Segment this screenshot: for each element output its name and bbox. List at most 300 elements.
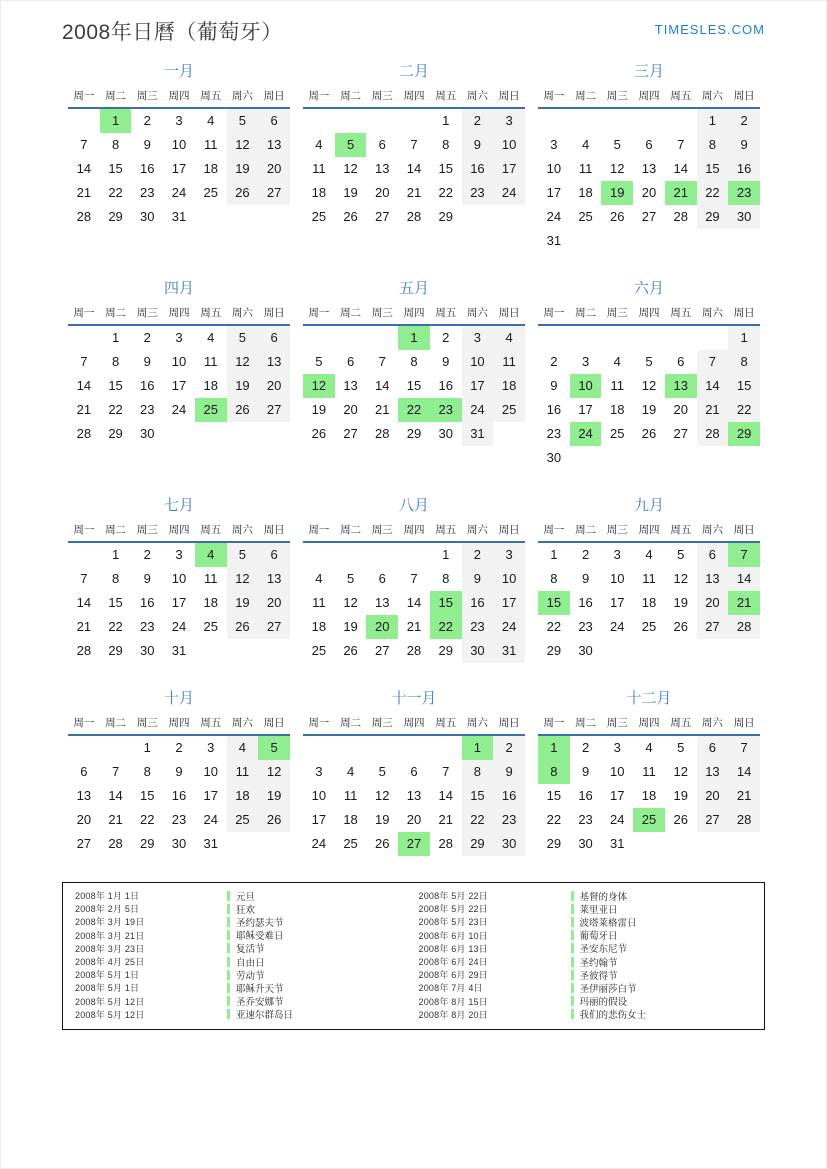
days-grid xyxy=(303,109,525,229)
day-cell: 4 xyxy=(493,326,525,350)
day-cell: 30 xyxy=(438,426,453,441)
day-cell: 9 xyxy=(462,133,494,157)
day-cell: 15 xyxy=(406,378,422,393)
weekday-header-row xyxy=(303,88,525,109)
weekday-label: 周四 xyxy=(168,717,190,729)
empty-cell xyxy=(68,736,100,760)
day-cell: 6 xyxy=(378,137,386,152)
day-cell: 8 xyxy=(442,137,450,152)
holiday-marker-bar xyxy=(571,891,574,901)
holiday-day-cell: 5 xyxy=(335,133,367,157)
legend-entry xyxy=(419,889,753,902)
day-cell: 20 xyxy=(641,185,657,200)
day-cell: 21 xyxy=(76,402,92,417)
holiday-day-cell: 23 xyxy=(430,398,462,422)
day-cell: 12 xyxy=(227,567,259,591)
day-cell: 30 xyxy=(578,836,593,851)
day-cell: 26 xyxy=(375,836,390,851)
day-cell: 29 xyxy=(406,426,422,441)
legend-entry xyxy=(75,955,409,968)
day-cell: 15 xyxy=(140,788,155,803)
empty-cell xyxy=(100,736,132,760)
day-cell: 16 xyxy=(493,784,525,808)
day-cell: 8 xyxy=(111,137,120,152)
weekday-label: 周一 xyxy=(308,524,330,536)
weekday-label: 周日 xyxy=(733,307,755,319)
day-cell: 27 xyxy=(343,426,358,441)
holiday-day-cell: 25 xyxy=(195,398,227,422)
day-cell: 5 xyxy=(613,137,621,152)
empty-cell xyxy=(366,543,398,567)
day-cell: 11 xyxy=(343,788,358,803)
holiday-marker-bar xyxy=(571,943,574,953)
day-cell: 6 xyxy=(677,354,685,369)
day-cell: 22 xyxy=(728,398,760,422)
day-cell: 17 xyxy=(171,595,187,610)
day-cell: 27 xyxy=(258,398,290,422)
empty-cell xyxy=(665,109,697,133)
day-cell: 2 xyxy=(442,330,450,345)
empty-cell xyxy=(335,736,367,760)
day-cell: 13 xyxy=(258,567,290,591)
empty-cell xyxy=(633,109,665,133)
day-cell: 14 xyxy=(438,788,453,803)
weekday-label: 周四 xyxy=(168,90,190,102)
holiday-day-cell: 12 xyxy=(303,374,335,398)
day-cell: 13 xyxy=(697,760,729,784)
day-cell: 7 xyxy=(677,137,685,152)
day-cell: 14 xyxy=(728,567,760,591)
day-cell: 7 xyxy=(728,736,760,760)
page-title: 2008年日曆（葡萄牙） xyxy=(62,21,283,44)
legend-entry-date: 2008年 2月 5日 xyxy=(75,904,140,915)
weekday-header-row xyxy=(538,522,760,543)
day-cell: 10 xyxy=(462,350,494,374)
weekday-label: 周一 xyxy=(308,717,330,729)
month-title: 五月 xyxy=(398,280,429,297)
day-cell: 1 xyxy=(697,109,729,133)
day-cell: 13 xyxy=(258,350,290,374)
day-cell: 15 xyxy=(697,157,729,181)
day-cell: 26 xyxy=(641,426,657,441)
holiday-day-cell: 25 xyxy=(633,808,665,832)
day-cell: 20 xyxy=(76,812,92,827)
day-cell: 20 xyxy=(697,591,729,615)
legend-entry-date: 2008年 6月 13日 xyxy=(418,943,488,954)
legend-entry-name: 波塔莱格雷日 xyxy=(579,917,637,929)
day-cell: 4 xyxy=(227,736,259,760)
holiday-day-cell: 1 xyxy=(100,109,132,133)
day-cell: 21 xyxy=(728,784,760,808)
day-cell: 28 xyxy=(728,808,760,832)
holiday-day-cell: 24 xyxy=(570,422,602,446)
holiday-marker-bar xyxy=(227,1009,230,1019)
day-cell: 6 xyxy=(258,326,290,350)
empty-cell xyxy=(303,109,335,133)
day-cell: 4 xyxy=(645,740,653,755)
day-cell: 10 xyxy=(311,788,327,803)
holiday-day-cell: 23 xyxy=(728,181,760,205)
month-2 xyxy=(303,60,525,253)
weekday-label: 周四 xyxy=(403,90,425,102)
days-grid xyxy=(303,543,525,663)
day-cell: 19 xyxy=(673,595,688,610)
day-cell: 27 xyxy=(673,426,688,441)
day-cell: 8 xyxy=(550,571,558,586)
day-cell: 17 xyxy=(546,185,562,200)
day-cell: 12 xyxy=(227,133,259,157)
weekday-label: 周一 xyxy=(308,90,330,102)
legend-entry-name: 圣彼得节 xyxy=(579,970,618,982)
legend-entry xyxy=(419,929,753,942)
weekday-label: 周日 xyxy=(498,717,520,729)
day-cell: 21 xyxy=(697,398,729,422)
day-cell: 19 xyxy=(343,619,358,634)
weekday-label: 周日 xyxy=(263,717,285,729)
days-grid xyxy=(538,109,760,253)
day-cell: 15 xyxy=(728,374,760,398)
day-cell: 23 xyxy=(171,812,187,827)
empty-cell xyxy=(538,109,570,133)
day-cell: 24 xyxy=(493,615,525,639)
day-cell: 17 xyxy=(462,374,494,398)
weekday-label: 周五 xyxy=(435,524,457,536)
day-cell: 22 xyxy=(108,402,123,417)
weekday-label: 周六 xyxy=(231,524,253,536)
day-cell: 2 xyxy=(143,113,151,128)
day-cell: 14 xyxy=(406,161,422,176)
day-cell: 3 xyxy=(175,547,183,562)
day-cell: 15 xyxy=(462,784,494,808)
month-11 xyxy=(303,687,525,856)
day-cell: 27 xyxy=(697,808,729,832)
legend-entry-name: 我们的悲伤女士 xyxy=(579,1010,647,1022)
holiday-day-cell: 19 xyxy=(601,181,633,205)
weekday-label: 周二 xyxy=(575,717,597,729)
day-cell: 25 xyxy=(311,643,327,658)
day-cell: 23 xyxy=(140,619,155,634)
weekday-label: 周四 xyxy=(168,307,190,319)
day-cell: 17 xyxy=(171,161,187,176)
legend-entry xyxy=(75,942,409,955)
day-cell: 10 xyxy=(546,161,562,176)
day-cell: 16 xyxy=(728,157,760,181)
day-cell: 26 xyxy=(227,181,259,205)
legend-entry-date: 2008年 3月 21日 xyxy=(75,930,145,941)
weekday-label: 周三 xyxy=(136,524,158,536)
holiday-day-cell: 22 xyxy=(398,398,430,422)
month-10 xyxy=(68,687,290,856)
day-cell: 23 xyxy=(140,185,155,200)
day-cell: 5 xyxy=(227,543,259,567)
weekday-label: 周三 xyxy=(136,90,158,102)
legend-entry xyxy=(419,968,753,981)
legend-entry-name: 圣约瑟夫节 xyxy=(236,917,284,929)
day-cell: 27 xyxy=(76,836,92,851)
day-cell: 22 xyxy=(697,181,729,205)
days-grid xyxy=(68,736,290,856)
day-cell: 29 xyxy=(108,643,123,658)
day-cell: 27 xyxy=(641,209,657,224)
weekday-header-row xyxy=(303,522,525,543)
day-cell: 12 xyxy=(673,764,688,779)
day-cell: 13 xyxy=(375,161,390,176)
month-title: 四月 xyxy=(163,280,194,297)
days-grid xyxy=(303,326,525,446)
legend-entry-date: 2008年 5月 1日 xyxy=(75,970,140,981)
month-7 xyxy=(68,494,290,663)
day-cell: 11 xyxy=(312,595,326,610)
day-cell: 20 xyxy=(258,157,290,181)
day-cell: 5 xyxy=(677,740,685,755)
legend-entry-date: 2008年 6月 24日 xyxy=(418,957,488,968)
day-cell: 3 xyxy=(315,764,323,779)
day-cell: 29 xyxy=(140,836,155,851)
weekday-label: 周四 xyxy=(638,717,660,729)
day-cell: 29 xyxy=(462,832,494,856)
day-cell: 6 xyxy=(697,543,729,567)
day-cell: 3 xyxy=(493,543,525,567)
empty-cell xyxy=(68,543,100,567)
day-cell: 28 xyxy=(438,836,453,851)
weekday-label: 周一 xyxy=(543,717,565,729)
day-cell: 1 xyxy=(111,547,120,562)
day-cell: 2 xyxy=(581,547,590,562)
day-cell: 4 xyxy=(315,137,323,152)
legend-left-column xyxy=(75,889,409,1021)
day-cell: 2 xyxy=(493,736,525,760)
day-cell: 30 xyxy=(462,639,494,663)
day-cell: 3 xyxy=(462,326,494,350)
weekday-label: 周三 xyxy=(136,717,158,729)
holiday-marker-bar xyxy=(571,1009,574,1019)
day-cell: 30 xyxy=(171,836,187,851)
legend-entry-name: 葡萄牙日 xyxy=(579,931,618,943)
day-cell: 19 xyxy=(311,402,327,417)
weekday-label: 周三 xyxy=(606,717,628,729)
day-cell: 23 xyxy=(578,812,593,827)
legend-entry-date: 2008年 4月 25日 xyxy=(75,957,145,968)
day-cell: 3 xyxy=(207,740,215,755)
day-cell: 14 xyxy=(76,378,92,393)
day-cell: 1 xyxy=(442,113,450,128)
weekday-header-row xyxy=(538,88,760,109)
days-grid xyxy=(303,736,525,856)
legend-entry-date: 2008年 7月 4日 xyxy=(418,983,483,994)
day-cell: 7 xyxy=(442,764,450,779)
legend-entry-name: 狂欢 xyxy=(236,904,256,916)
month-title: 六月 xyxy=(633,280,664,297)
day-cell: 9 xyxy=(728,133,760,157)
day-cell: 13 xyxy=(76,788,92,803)
day-cell: 3 xyxy=(493,109,525,133)
days-grid xyxy=(538,543,760,663)
holiday-day-cell: 27 xyxy=(398,832,430,856)
day-cell: 21 xyxy=(406,185,422,200)
day-cell: 23 xyxy=(462,615,494,639)
month-6 xyxy=(538,277,760,470)
empty-cell xyxy=(366,736,398,760)
day-cell: 16 xyxy=(171,788,187,803)
holiday-day-cell: 22 xyxy=(430,615,462,639)
weekday-label: 周四 xyxy=(403,307,425,319)
holiday-marker-bar xyxy=(571,904,574,914)
month-1 xyxy=(68,60,290,253)
day-cell: 9 xyxy=(493,760,525,784)
legend-entry-date: 2008年 5月 23日 xyxy=(418,917,488,928)
day-cell: 18 xyxy=(203,161,218,176)
weekday-label: 周二 xyxy=(575,524,597,536)
month-9 xyxy=(538,494,760,663)
day-cell: 15 xyxy=(108,595,123,610)
day-cell: 2 xyxy=(143,330,151,345)
holiday-day-cell: 5 xyxy=(258,736,290,760)
empty-cell xyxy=(366,109,398,133)
day-cell: 26 xyxy=(258,808,290,832)
day-cell: 1 xyxy=(550,547,558,562)
weekday-label: 周三 xyxy=(136,307,158,319)
day-cell: 29 xyxy=(108,209,123,224)
day-cell: 22 xyxy=(108,185,123,200)
day-cell: 17 xyxy=(578,402,593,417)
empty-cell xyxy=(335,326,367,350)
day-cell: 19 xyxy=(343,185,358,200)
day-cell: 16 xyxy=(462,157,494,181)
day-cell: 23 xyxy=(462,181,494,205)
day-cell: 22 xyxy=(108,619,123,634)
empty-cell xyxy=(303,543,335,567)
weekday-label: 周日 xyxy=(733,90,755,102)
empty-cell xyxy=(430,736,462,760)
empty-cell xyxy=(665,326,697,350)
holiday-marker-bar xyxy=(227,983,230,993)
day-cell: 2 xyxy=(143,547,151,562)
day-cell: 28 xyxy=(673,209,688,224)
holiday-day-cell: 7 xyxy=(728,543,760,567)
day-cell: 26 xyxy=(673,619,688,634)
weekday-label: 周三 xyxy=(371,307,393,319)
day-cell: 29 xyxy=(108,426,123,441)
day-cell: 29 xyxy=(546,836,562,851)
holiday-day-cell: 21 xyxy=(665,181,697,205)
day-cell: 7 xyxy=(378,354,386,369)
day-cell: 16 xyxy=(578,595,593,610)
day-cell: 21 xyxy=(108,812,123,827)
weekday-label: 周五 xyxy=(435,307,457,319)
legend-entry-date: 2008年 5月 1日 xyxy=(75,983,140,994)
day-cell: 31 xyxy=(171,643,187,658)
legend-entry-date: 2008年 6月 10日 xyxy=(418,930,488,941)
day-cell: 25 xyxy=(578,209,593,224)
weekday-label: 周一 xyxy=(73,90,95,102)
weekday-label: 周二 xyxy=(575,307,597,319)
day-cell: 12 xyxy=(258,760,290,784)
day-cell: 20 xyxy=(343,402,358,417)
holiday-marker-bar xyxy=(571,996,574,1006)
empty-cell xyxy=(398,109,430,133)
legend-entry-date: 2008年 6月 29日 xyxy=(418,970,488,981)
weekday-header-row xyxy=(303,305,525,326)
day-cell: 7 xyxy=(410,571,418,586)
day-cell: 30 xyxy=(728,205,760,229)
day-cell: 1 xyxy=(728,326,760,350)
weekday-header-row xyxy=(538,305,760,326)
day-cell: 3 xyxy=(613,547,621,562)
month-5 xyxy=(303,277,525,470)
weekday-label: 周六 xyxy=(231,307,253,319)
legend-entry-date: 2008年 1月 1日 xyxy=(75,891,140,902)
day-cell: 11 xyxy=(642,764,656,779)
day-cell: 18 xyxy=(493,374,525,398)
day-cell: 10 xyxy=(610,764,625,779)
day-cell: 10 xyxy=(610,571,625,586)
legend-entry-name: 圣伊丽莎白节 xyxy=(579,983,637,995)
holiday-day-cell: 4 xyxy=(195,543,227,567)
day-cell: 8 xyxy=(442,571,450,586)
legend-entry-name: 元旦 xyxy=(236,891,256,903)
weekday-label: 周一 xyxy=(543,307,565,319)
legend-entry xyxy=(419,1008,753,1021)
day-cell: 9 xyxy=(143,354,151,369)
day-cell: 29 xyxy=(697,205,729,229)
day-cell: 17 xyxy=(203,788,218,803)
day-cell: 31 xyxy=(493,639,525,663)
day-cell: 4 xyxy=(315,571,323,586)
day-cell: 24 xyxy=(610,812,625,827)
day-cell: 27 xyxy=(375,643,390,658)
day-cell: 5 xyxy=(315,354,323,369)
empty-cell xyxy=(68,109,100,133)
day-cell: 2 xyxy=(550,354,558,369)
legend-entry-date: 2008年 5月 12日 xyxy=(75,996,145,1007)
day-cell: 17 xyxy=(610,788,625,803)
months-grid xyxy=(68,60,765,856)
day-cell: 18 xyxy=(641,595,657,610)
day-cell: 31 xyxy=(546,233,562,248)
day-cell: 20 xyxy=(375,185,390,200)
empty-cell xyxy=(601,326,633,350)
holiday-marker-bar xyxy=(227,904,230,914)
day-cell: 17 xyxy=(311,812,327,827)
day-cell: 18 xyxy=(641,788,657,803)
day-cell: 3 xyxy=(175,330,183,345)
month-title: 十月 xyxy=(163,690,194,707)
holiday-day-cell: 10 xyxy=(570,374,602,398)
day-cell: 25 xyxy=(227,808,259,832)
day-cell: 20 xyxy=(697,784,729,808)
weekday-label: 周二 xyxy=(340,717,362,729)
legend-entry xyxy=(75,995,409,1008)
day-cell: 3 xyxy=(613,740,621,755)
weekday-label: 周三 xyxy=(606,90,628,102)
days-grid xyxy=(68,326,290,446)
day-cell: 15 xyxy=(108,161,123,176)
month-title: 一月 xyxy=(163,63,194,80)
day-cell: 31 xyxy=(462,422,494,446)
day-cell: 16 xyxy=(462,591,494,615)
legend-entry-name: 劳动节 xyxy=(236,970,265,982)
holiday-day-cell: 21 xyxy=(728,591,760,615)
weekday-label: 周日 xyxy=(733,524,755,536)
day-cell: 6 xyxy=(80,764,88,779)
day-cell: 2 xyxy=(462,109,494,133)
site-link[interactable]: TIMESLES.COM xyxy=(654,22,765,37)
weekday-header-row xyxy=(68,305,290,326)
day-cell: 18 xyxy=(227,784,259,808)
day-cell: 14 xyxy=(697,374,729,398)
legend-entry xyxy=(75,889,409,902)
day-cell: 28 xyxy=(76,209,92,224)
